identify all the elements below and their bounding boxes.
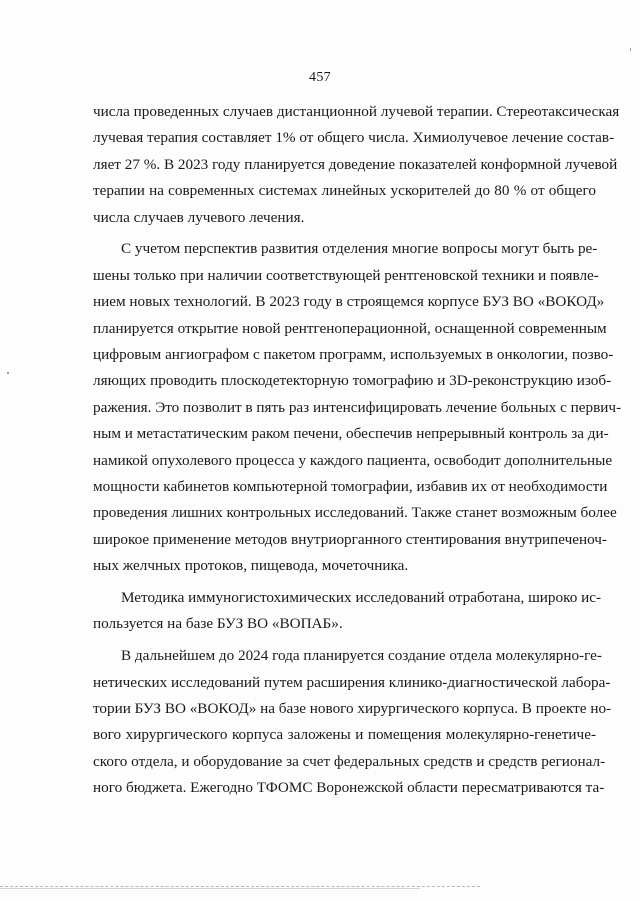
scan-speck: [7, 372, 9, 374]
text-line: В дальнейшем до 2024 года планируется создание отдела молекулярно-ге-: [121, 647, 602, 665]
text-line: вого хирургического корпуса заложены и помещения молекулярно-генетиче-: [93, 726, 596, 744]
text-line: ляющих проводить плоскодетекторную томографию и 3D-реконструкцию изоб-: [93, 372, 612, 390]
text-line: мощности кабинетов компьютерной томографии, избавив их от необходимости: [93, 477, 608, 495]
paragraph: [93, 643, 612, 801]
scan-edge-line: [0, 888, 420, 889]
paragraph: [93, 99, 620, 231]
text-line: ражения. Это позволит в пять раз интенсифицировать лечение больных с первич-: [93, 398, 622, 416]
text-line: шены только при наличии соответствующей рентгеновской техники и появле-: [93, 266, 599, 284]
scan-edge-line: [0, 886, 480, 887]
text-line: ляет 27 %. В 2023 году планируется доведение показателей конформной лучевой: [93, 155, 618, 173]
text-line: нием новых технологий. В 2023 году в строящемся корпусе БУЗ ВО «ВОКОД»: [93, 293, 605, 311]
text-line: числа проведенных случаев дистанционной лучевой терапии. Стереотаксическая: [93, 103, 620, 120]
text-line: ных желчных протоков, пищевода, мочеточника.: [93, 557, 409, 575]
paragraph: [93, 236, 622, 579]
text-line: широкое применение методов внутриорганного стентирования внутрипеченоч-: [93, 530, 607, 548]
text-line: проведения лишних контрольных исследований. Также станет возможным более: [93, 504, 617, 522]
scan-speck: [630, 48, 631, 51]
text-line: Методика иммуногистохимических исследований отработана, широко ис-: [121, 589, 602, 607]
text-line: ского отдела, и оборудование за счет федеральных средств и средств регионал-: [93, 752, 606, 770]
page-number: 457: [309, 70, 331, 85]
text-line: С учетом перспектив развития отделения многие вопросы могут быть ре-: [121, 240, 598, 258]
text-line: цифровым ангиографом с пакетом программ, используемых в онкологии, позво-: [93, 346, 614, 364]
text-line: намикой опухолевого процесса у каждого пациента, освободит дополнительные: [93, 451, 613, 469]
text-line: лучевая терапия составляет 1% от общего числа. Химиолучевое лечение состав-: [93, 129, 615, 147]
text-line: терапии на современных системах линейных ускорителей до 80 % от общего: [93, 182, 596, 200]
text-line: тории БУЗ ВО «ВОКОД» на базе нового хирургического корпуса. В проекте но-: [93, 700, 612, 718]
text-line: планируется открытие новой рентгеноперационной, оснащенной современным: [93, 319, 607, 337]
text-line: ного бюджета. Ежегодно ТФОМС Воронежской области пересматриваются та-: [93, 779, 605, 797]
text-line: числа случаев лучевого лечения.: [93, 208, 305, 226]
text-line: ным и метастатическим раком печени, обеспечив непрерывный контроль за ди-: [93, 425, 609, 443]
text-line: нетических исследований путем расширения клинико-диагностической лабора-: [93, 673, 611, 691]
body-text: [93, 99, 622, 802]
paragraph: [93, 585, 602, 638]
text-line: пользуется на базе БУЗ ВО «ВОПАБ».: [93, 615, 343, 633]
